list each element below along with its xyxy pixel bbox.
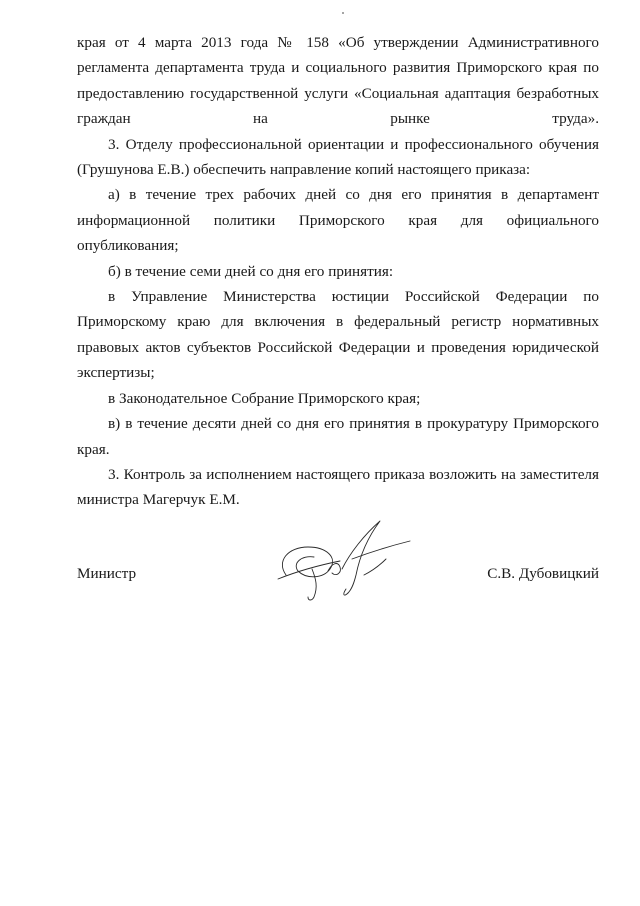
handwritten-signature (268, 513, 418, 603)
paragraph-subitem-b: б) в течение семи дней со дня его принятия: (108, 262, 394, 280)
paragraph-ministry-of-justice: в Управление Министерства юстиции Российской Федерации по Приморскому краю для включения в федеральный регистр нормативных правовых актов субъектов Российской Федерации и проведения юридической экспертизы; (77, 288, 599, 382)
scan-speck (342, 12, 344, 14)
paragraph-control-clause: 3. Контроль за исполнением настоящего приказа возложить на заместителя министра Магерчук Е.М. (77, 465, 599, 509)
paragraph-subitem-a: а) в течение трех рабочих дней со дня его принятия в департамент информационной политики Приморского края для официального опубликования; (77, 186, 599, 255)
paragraph-regulation-reference: края от 4 марта 2013 года № 158 «Об утверждении Административного регламента департамента труда и социального развития Приморского края по предоставлению государственной услуги «Социальная адаптация безработных граждан на рынке труда». (77, 34, 599, 128)
document-body (77, 30, 599, 513)
paragraph-subitem-v: в) в течение десяти дней со дня его принятия в прокуратуру Приморского края. (77, 415, 599, 458)
paragraph-item-3-copies: 3. Отделу профессиональной ориентации и профессионального обучения (Грушунова Е.В.) обеспечить направление копий настоящего приказа: (77, 135, 599, 179)
signer-position: Министр (77, 565, 137, 582)
paragraph-legislative-assembly: в Законодательное Собрание Приморского края; (108, 389, 421, 407)
signer-name: С.В. Дубовицкий (487, 565, 599, 582)
